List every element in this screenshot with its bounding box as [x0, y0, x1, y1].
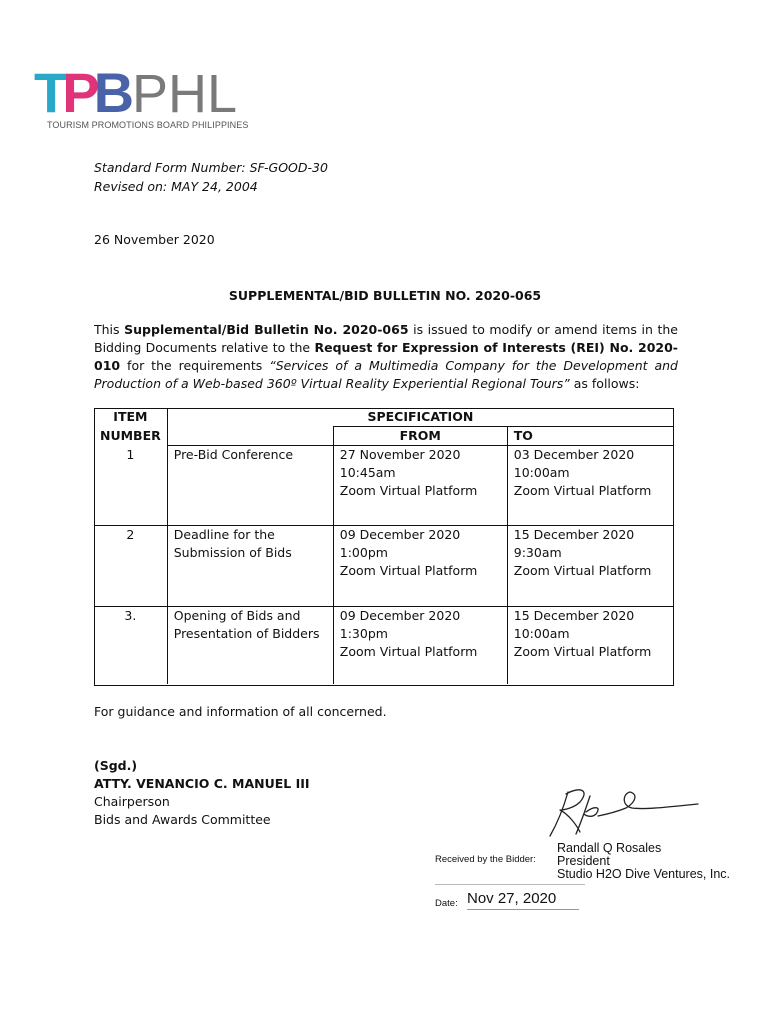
date-rule — [467, 909, 579, 910]
header-item: ITEM — [113, 409, 148, 424]
header-to: TO — [513, 428, 533, 443]
document-date: 26 November 2020 — [94, 232, 215, 247]
receiver-block — [557, 842, 730, 881]
signatory-block — [94, 757, 310, 829]
table-header-row — [94, 408, 673, 427]
receiver-company: Studio H2O Dive Ventures, Inc. — [557, 867, 731, 881]
logo-phl: PHL — [132, 64, 238, 120]
date-label: Date: — [435, 898, 458, 909]
received-label: Received by the Bidder: — [435, 854, 536, 865]
svg-text:TPB — [34, 61, 132, 120]
header-specification: SPECIFICATION — [367, 409, 474, 424]
specification-table — [94, 408, 673, 684]
sgd-label: (Sgd.) — [94, 758, 138, 773]
bulletin-title: SUPPLEMENTAL/BID BULLETIN NO. 2020-065 — [228, 288, 542, 303]
signatory-committee: Bids and Awards Committee — [94, 812, 271, 827]
rei-ref: Request for Expression of Interests (REI) No. 2020-010 — [94, 340, 678, 373]
form-revised: Revised on: MAY 24, 2004 — [94, 179, 258, 194]
logo-b: B — [93, 61, 129, 120]
table-subheader-row — [94, 427, 673, 446]
bulletin-ref: Supplemental/Bid Bulletin No. 2020-065 — [124, 322, 409, 337]
header-number: NUMBER — [100, 427, 161, 443]
handwritten-signature — [546, 784, 706, 842]
logo-p: P — [62, 61, 94, 120]
project-title: “Services of a Multimedia Company for the Development and Production of a Web-based 360º Virtual Reality Experiential Regional Tours” — [94, 358, 678, 391]
table-row: 1 Pre-Bid Conference 27 November 2020 10:45am Zoom Virtual Platform 03 December 2020 10:00am Zoom Virtual Platform — [94, 446, 673, 526]
tpb-logo — [34, 60, 334, 120]
receiver-title: President — [557, 854, 610, 868]
form-number: Standard Form Number: SF-GOOD-30 — [94, 160, 328, 175]
logo-subtitle: TOURISM PROMOTIONS BOARD PHILIPPINES — [47, 120, 249, 130]
header-from: FROM — [399, 428, 441, 443]
signatory-name: ATTY. VENANCIO C. MANUEL III — [94, 776, 310, 791]
intro-paragraph: This Supplemental/Bid Bulletin No. 2020-065 is issued to modify or amend items in the Bidding Documents relative to the Request for Expression of Interests (REI) No. 2020-010 for the requirements “Services of a Multimedia Company for the Development and Production of a Web-based 360º Virtual Reality Experiential Regional Tours” as follows: — [94, 322, 678, 391]
signature-rule — [435, 884, 585, 885]
guidance-note: For guidance and information of all concerned. — [94, 704, 387, 719]
table-row: 3. Opening of Bids and Presentation of Bidders 09 December 2020 1:30pm Zoom Virtual Platform 15 December 2020 10:00am Zoom Virtual Platform — [94, 607, 673, 684]
logo-t: T — [34, 61, 63, 120]
receiver-name: Randall Q Rosales — [557, 841, 662, 855]
date-value: Nov 27, 2020 — [467, 890, 557, 907]
table-row: 2 Deadline for the Submission of Bids 09 December 2020 1:00pm Zoom Virtual Platform 15 December 2020 9:30am Zoom Virtual Platform — [94, 526, 673, 607]
signatory-position: Chairperson — [94, 794, 170, 809]
